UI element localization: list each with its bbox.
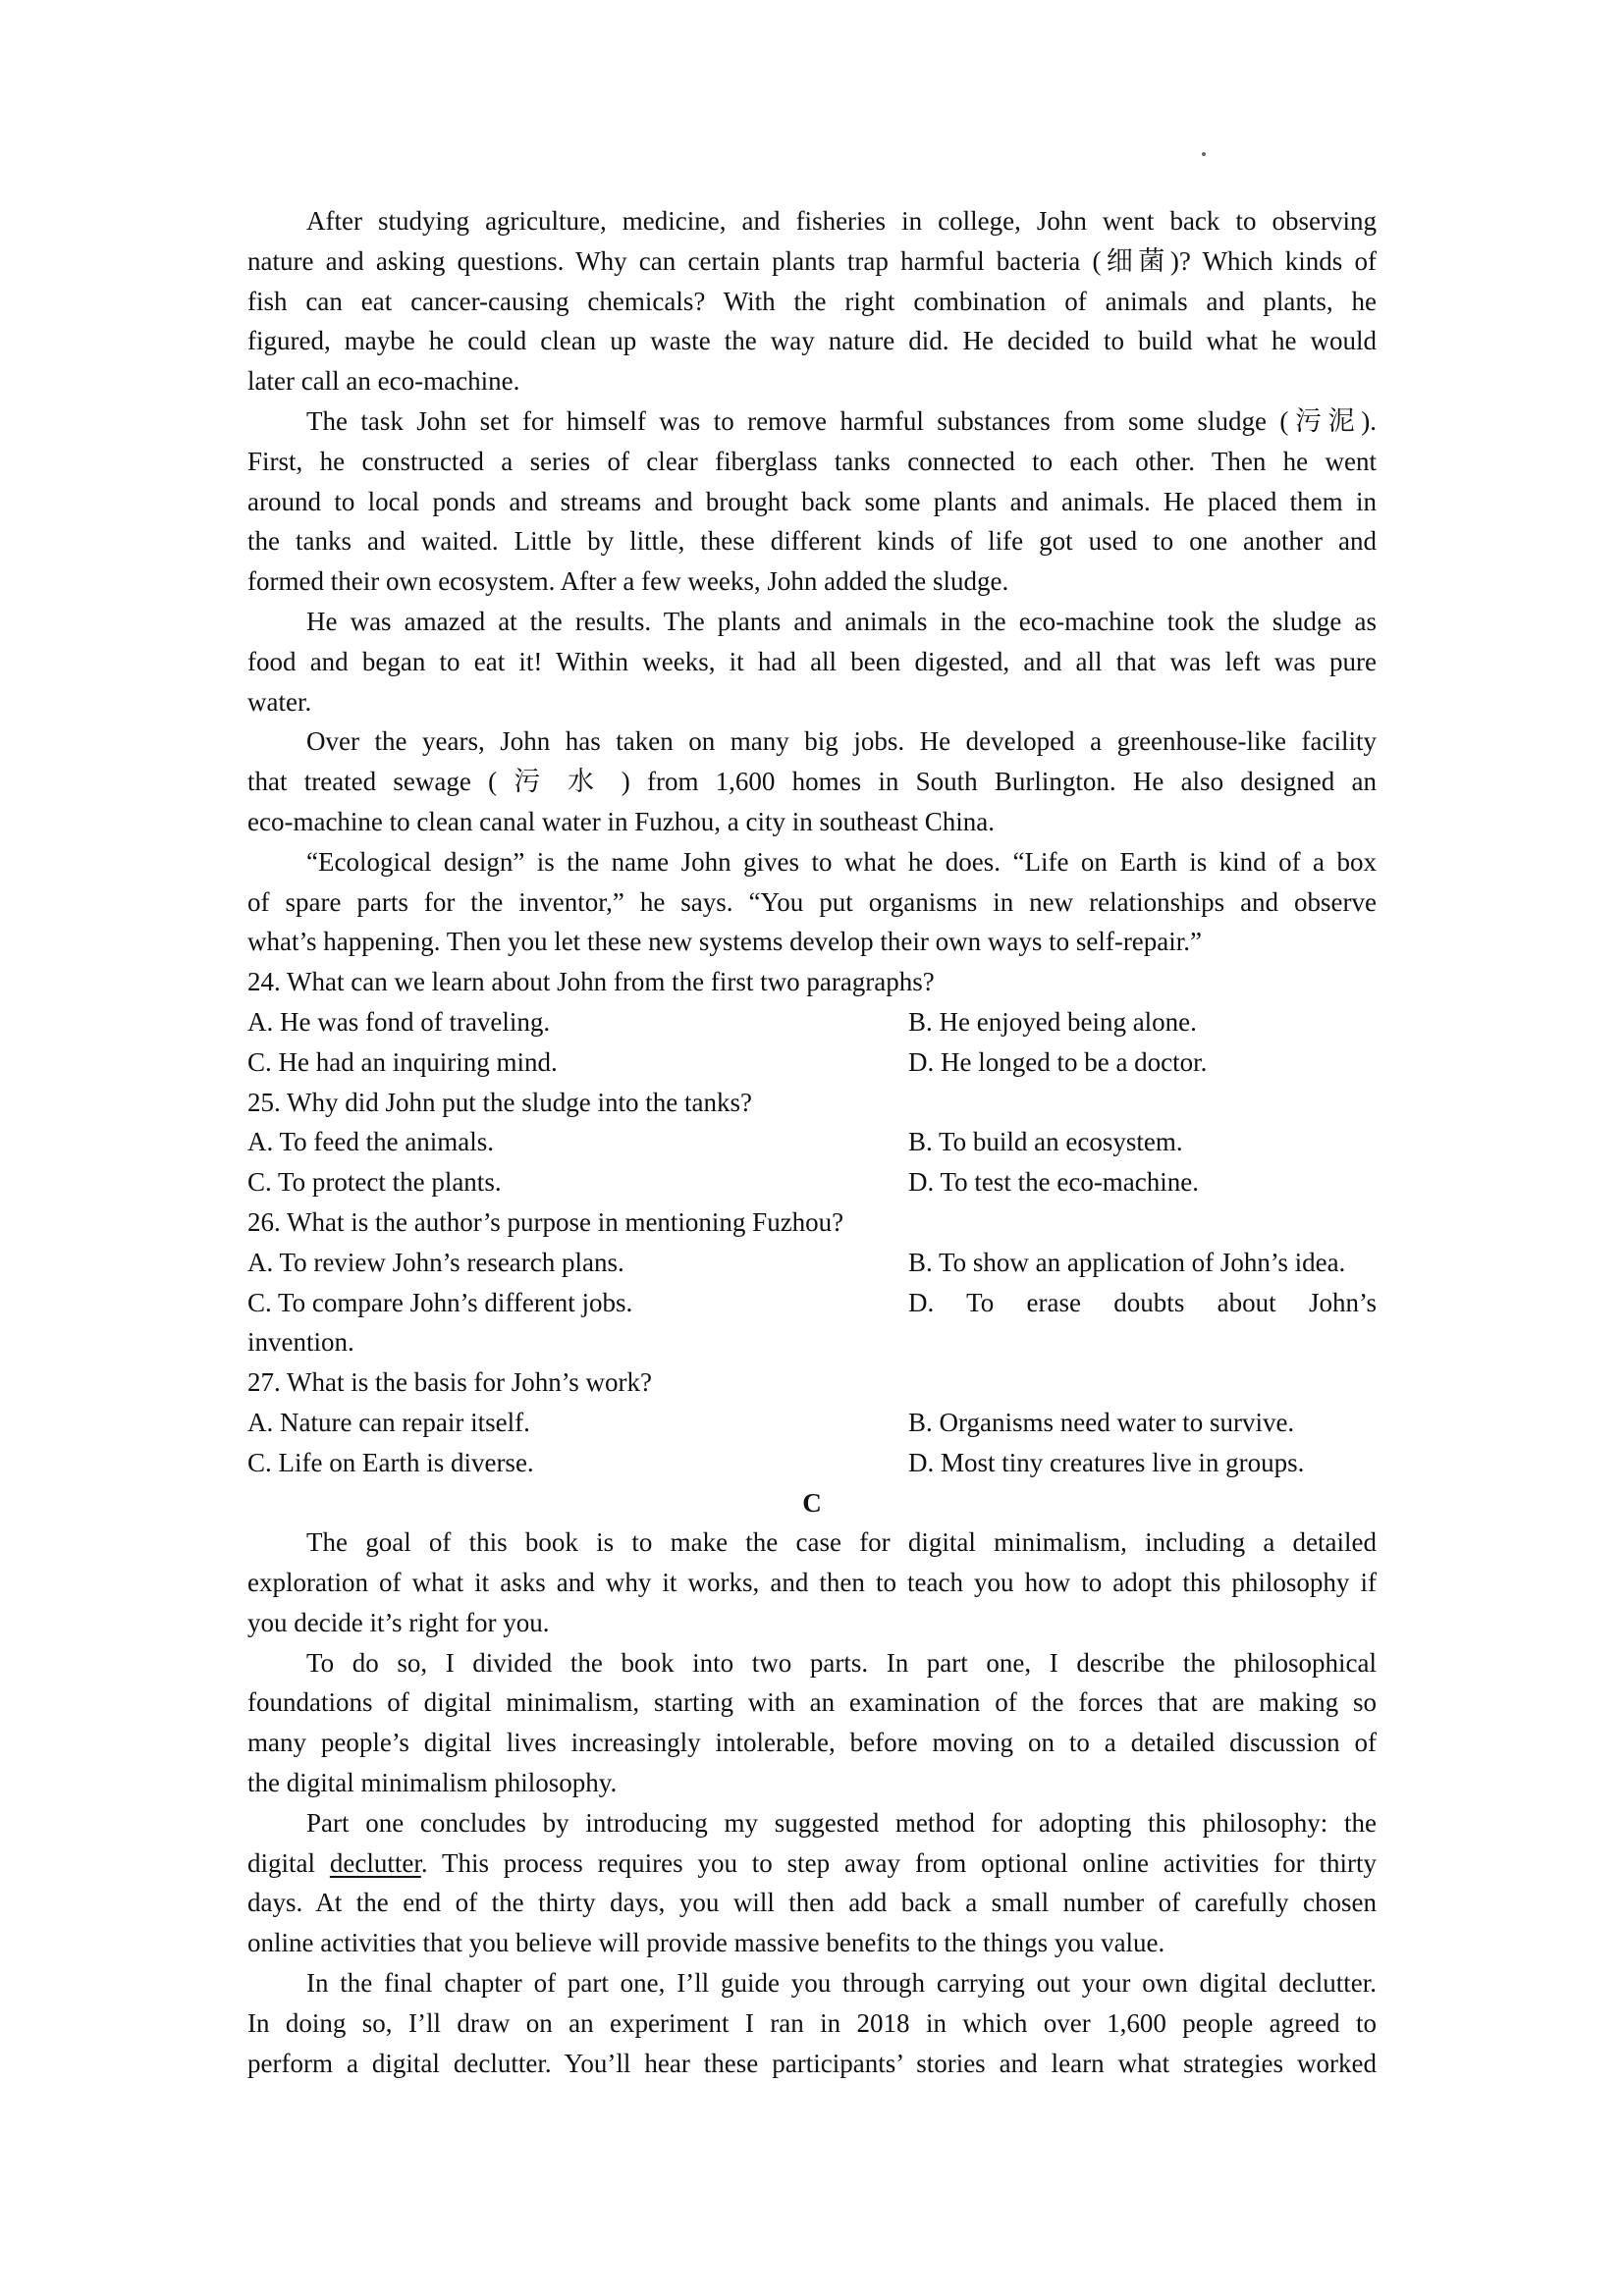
option-25-c: C. To protect the plants.: [247, 1167, 502, 1198]
passage-line: of spare parts for the inventor,” he says. “You put organisms in new relationships and observe: [247, 886, 1377, 917]
section-c-heading: C: [802, 1487, 822, 1518]
option-27-b: B. Organisms need water to survive.: [908, 1407, 1295, 1437]
question-24-options-row-2: [247, 1042, 1377, 1083]
question-27-text: 27. What is the basis for John’s work?: [247, 1367, 652, 1398]
passage-line: The goal of this book is to make the case for digital minimalism, including a detailed: [306, 1527, 1377, 1558]
option-24-c: C. He had an inquiring mind.: [247, 1046, 558, 1077]
passage-line: He was amazed at the results. The plants and animals in the eco-machine took the sludge as: [306, 606, 1377, 636]
passage-line: nature and asking questions. Why can certain plants trap harmful bacteria (细菌)? Which kinds of: [247, 245, 1377, 276]
stray-mark-dot: [1202, 152, 1206, 156]
option-27-d: D. Most tiny creatures live in groups.: [908, 1447, 1305, 1477]
question-26-text: 26. What is the author’s purpose in mentioning Fuzhou?: [247, 1206, 844, 1237]
option-24-a: A. He was fond of traveling.: [247, 1006, 551, 1037]
passage-line: In the final chapter of part one, I’ll guide you through carrying out your own digital declutter.: [306, 1968, 1377, 1999]
option-26-d: D. To erase doubts about John’s: [908, 1287, 1377, 1317]
question-27-options-row-2: [247, 1443, 1377, 1483]
passage-line: Part one concludes by introducing my suggested method for adopting this philosophy: the: [306, 1807, 1377, 1838]
question-25-text: 25. Why did John put the sludge into the tanks?: [247, 1087, 752, 1117]
option-24-b: B. He enjoyed being alone.: [908, 1006, 1197, 1037]
underlined-term: declutter: [329, 1847, 421, 1878]
option-25-a: A. To feed the animals.: [247, 1127, 495, 1157]
question-24-options-row-1: [247, 1002, 1377, 1042]
passage-line: what’s happening. Then you let these new systems develop their own ways to self-repair.”: [247, 927, 1203, 957]
option-24-d: D. He longed to be a doctor.: [908, 1046, 1208, 1077]
option-26-a: A. To review John’s research plans.: [247, 1247, 624, 1277]
passage-line: you decide it’s right for you.: [247, 1607, 550, 1637]
passage-line: figured, maybe he could clean up waste the way nature did. He decided to build what he would: [247, 326, 1377, 356]
text-column: [247, 201, 1377, 2083]
passage-line: exploration of what it asks and why it works, and then to teach you how to adopt this philosophy if: [247, 1568, 1377, 1598]
passage-line: The task John set for himself was to remove harmful substances from some sludge (污泥).: [306, 405, 1377, 436]
passage-line: online activities that you believe will provide massive benefits to the things you value.: [247, 1928, 1165, 1958]
passage-line: In doing so, I’ll draw on an experiment I ran in 2018 in which over 1,600 people agreed to: [247, 2007, 1377, 2038]
passage-line: days. At the end of the thirty days, you will then add back a small number of carefully chosen: [247, 1888, 1377, 1918]
passage-line: “Ecological design” is the name John gives to what he does. “Life on Earth is kind of a box: [306, 846, 1377, 877]
passage-line: First, he constructed a series of clear fiberglass tanks connected to each other. Then he went: [247, 446, 1377, 476]
passage-line: After studying agriculture, medicine, and fisheries in college, John went back to observing: [306, 206, 1377, 236]
question-24-text: 24. What can we learn about John from the first two paragraphs?: [247, 967, 935, 997]
question-25-options-row-1: [247, 1122, 1377, 1162]
passage-line: later call an eco-machine.: [247, 366, 520, 397]
text-segment: . This process requires you to step away from optional online activities for thirty: [420, 1847, 1378, 1878]
option-25-d: D. To test the eco-machine.: [908, 1167, 1200, 1198]
question-27-options-row-1: [247, 1403, 1377, 1443]
passage-line: formed their own ecosystem. After a few weeks, John added the sludge.: [247, 566, 1009, 597]
question-26-options-row-1: [247, 1243, 1377, 1283]
passage-line-with-underline: [247, 1843, 1377, 1884]
passage-line: fish can eat cancer-causing chemicals? With the right combination of animals and plants, he: [247, 286, 1377, 316]
passage-line: that treated sewage ( 污 水 ) from 1,600 homes in South Burlington. He also designed an: [247, 767, 1377, 797]
passage-line: water.: [247, 686, 312, 717]
passage-line: many people’s digital lives increasingly intolerable, before moving on to a detailed discussion of: [247, 1728, 1377, 1758]
passage-line: foundations of digital minimalism, starting with an examination of the forces that are making so: [247, 1687, 1377, 1718]
passage-line: perform a digital declutter. You’ll hear these participants’ stories and learn what strategies worked: [247, 2048, 1377, 2078]
passage-line: food and began to eat it! Within weeks, it had all been digested, and all that was left was pure: [247, 646, 1377, 676]
text-segment: digital: [247, 1847, 330, 1878]
question-25-options-row-2: [247, 1162, 1377, 1202]
option-26-d-continuation: invention.: [247, 1327, 354, 1358]
passage-line: To do so, I divided the book into two parts. In part one, I describe the philosophical: [306, 1647, 1377, 1678]
option-26-b: B. To show an application of John’s idea.: [908, 1247, 1346, 1277]
passage-line: around to local ponds and streams and brought back some plants and animals. He placed them in: [247, 486, 1377, 516]
passage-line: Over the years, John has taken on many big jobs. He developed a greenhouse-like facility: [306, 726, 1377, 757]
option-26-c: C. To compare John’s different jobs.: [247, 1287, 633, 1317]
passage-line: eco-machine to clean canal water in Fuzhou, a city in southeast China.: [247, 806, 995, 836]
passage-line: the digital minimalism philosophy.: [247, 1768, 618, 1798]
option-27-a: A. Nature can repair itself.: [247, 1407, 530, 1437]
option-27-c: C. Life on Earth is diverse.: [247, 1447, 534, 1477]
passage-line: the tanks and waited. Little by little, these different kinds of life got used to one another and: [247, 526, 1377, 557]
option-25-b: B. To build an ecosystem.: [908, 1127, 1183, 1157]
question-26-options-row-2: [247, 1283, 1377, 1323]
